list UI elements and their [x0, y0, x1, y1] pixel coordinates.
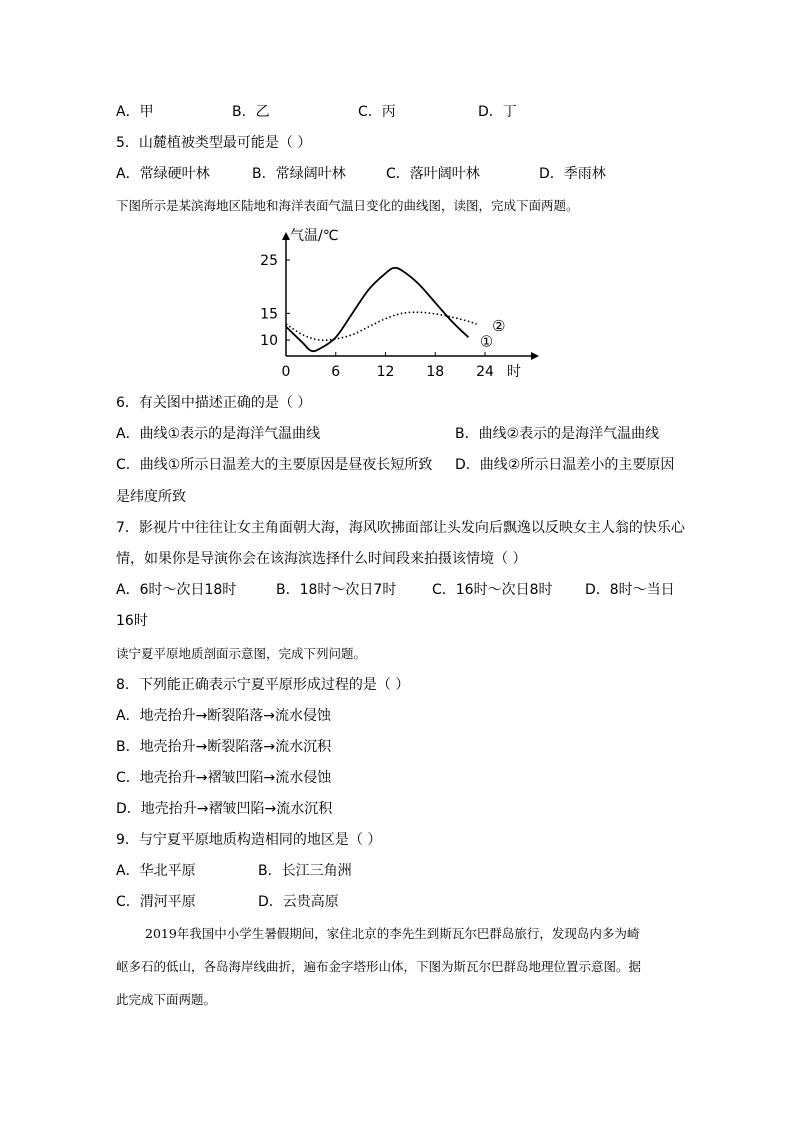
- series-label-2: ②: [491, 317, 506, 335]
- q8-option-b: B．地壳抬升→断裂陷落→流水沉积: [116, 739, 332, 755]
- q8-option-a: A．地壳抬升→断裂陷落→流水侵蚀: [116, 708, 332, 724]
- q6-option-b: B．曲线②表示的是海洋气温曲线: [455, 426, 660, 442]
- x-tick-label: 18: [426, 364, 445, 380]
- intro-temperature-chart: 下图所示是某滨海地区陆地和海洋表面气温日变化的曲线图，读图，完成下面两题。: [116, 198, 579, 213]
- q5-option-d: D．季雨林: [539, 166, 606, 182]
- q9-stem: 9．与宁夏平原地质构造相同的地区是（ ）: [116, 832, 382, 848]
- y-tick-label: 10: [260, 333, 278, 349]
- q8-option-d: D．地壳抬升→褶皱凹陷→流水沉积: [116, 801, 333, 817]
- series-label-1: ①: [479, 332, 494, 351]
- q4-option-d: D．丁: [478, 104, 517, 120]
- intro-svalbard-line1: 2019年我国中小学生暑假期间，家住北京的李先生到斯瓦尔巴群岛旅行，发现岛内多为崎: [145, 926, 640, 941]
- q5-option-b: B．常绿阔叶林: [252, 166, 346, 182]
- q4-option-c: C．丙: [358, 104, 396, 120]
- q4-option-a: A．甲: [116, 104, 154, 120]
- q7-option-b: B．18时～次日7时: [276, 582, 397, 598]
- q9-option-d: D．云贵高原: [258, 894, 339, 910]
- q6-stem: 6．有关图中描述正确的是（ ）: [116, 395, 312, 411]
- q4-option-b: B．乙: [232, 104, 270, 120]
- x-tick-label: 12: [376, 364, 395, 380]
- q9-option-b: B．长江三角洲: [258, 863, 352, 879]
- y-tick-label: 25: [260, 253, 278, 269]
- intro-svalbard-line2: 岖多石的低山，各岛海岸线曲折，遍布金字塔形山体，下图为斯瓦尔巴群岛地理位置示意图。据: [116, 959, 642, 974]
- q7-option-d: D．8时～当日: [585, 582, 675, 598]
- y-axis-label: 气温/℃: [290, 228, 339, 244]
- q5-option-c: C．落叶阔叶林: [386, 166, 480, 182]
- q7-stem-line2: 情，如果你是导演你会在该海滨选择什么时间段来拍摄该情境（ ）: [116, 551, 527, 567]
- q6-option-d-continued: 是纬度所致: [116, 489, 186, 505]
- q8-stem: 8．下列能正确表示宁夏平原形成过程的是（ ）: [116, 677, 410, 693]
- q5-stem: 5．山麓植被类型最可能是（ ）: [116, 135, 312, 151]
- x-tick-label: 6: [331, 364, 341, 380]
- y-axis-arrow: [282, 232, 290, 240]
- q9-option-c: C．渭河平原: [116, 894, 196, 910]
- q8-option-c: C．地壳抬升→褶皱凹陷→流水侵蚀: [116, 770, 332, 786]
- q7-option-d-continued: 16时: [116, 613, 148, 629]
- temperature-chart: [250, 226, 550, 386]
- y-tick-label: 15: [260, 306, 278, 323]
- q7-option-c: C．16时～次日8时: [432, 582, 553, 598]
- q7-stem-line1: 7．影视片中往往让女主角面朝大海，海风吹拂面部让头发向后飘逸以反映女主人翁的快乐心: [116, 520, 685, 536]
- x-tick-label: 24: [476, 364, 494, 380]
- intro-svalbard-line3: 此完成下面两题。: [116, 992, 217, 1007]
- q6-option-a: A．曲线①表示的是海洋气温曲线: [116, 426, 321, 442]
- intro-ningxia-profile: 读宁夏平原地质剖面示意图，完成下列问题。: [116, 646, 367, 661]
- x-axis-label: 时: [507, 364, 521, 380]
- q5-option-a: A．常绿硬叶林: [116, 166, 210, 182]
- q6-option-d: D．曲线②所示日温差小的主要原因: [455, 457, 675, 473]
- q6-option-c: C．曲线①所示日温差大的主要原因是昼夜长短所致: [116, 457, 433, 473]
- q7-option-a: A．6时～次日18时: [116, 582, 237, 598]
- q9-option-a: A．华北平原: [116, 863, 196, 879]
- x-axis-arrow: [531, 352, 539, 360]
- x-tick-label: 0: [281, 364, 291, 380]
- series-land-curve: [286, 268, 468, 351]
